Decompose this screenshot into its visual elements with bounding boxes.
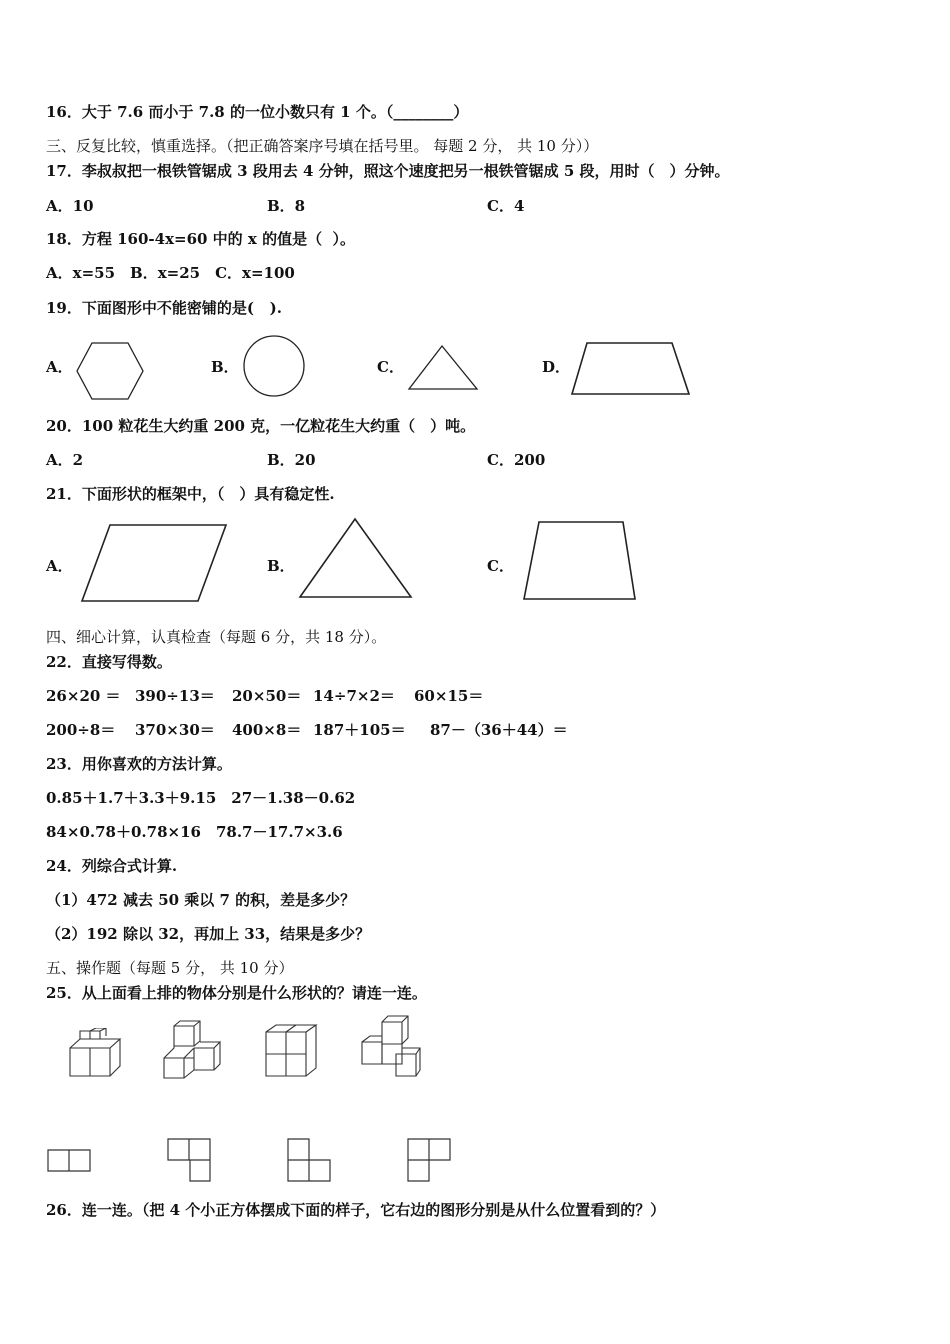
top-view-3 [286,1137,332,1183]
q21-label-b: B． [267,557,295,575]
q19-label-b: B． [211,358,239,376]
q22-r2-c1: 200÷8＝ [46,721,116,739]
q19-label-c: C． [377,358,404,376]
q22-r1-c1: 26×20 ＝ [46,687,121,705]
q22-r1-c5: 60×15＝ [414,687,484,705]
cube-solid-4 [356,1014,426,1080]
q22-r2-c2: 370×30＝ [135,721,215,739]
question-19-stem: 19．下面图形中不能密铺的是( ). [46,299,282,317]
q17-option-a: A．10 [46,197,94,215]
q17-option-c: C．4 [487,197,525,215]
q19-trapezoid [568,338,694,398]
question-22-stem: 22．直接写得数。 [46,653,172,671]
top-view-2 [166,1137,212,1183]
q23-line-2: 84×0.78＋0.78×16 78.7－17.7×3.6 [46,823,343,841]
q21-label-a: A． [46,557,73,575]
q21-label-c: C． [487,557,514,575]
q22-r1-c3: 20×50＝ [232,687,302,705]
q23-line-1: 0.85＋1.7＋3.3＋9.15 27－1.38－0.62 [46,789,356,807]
section-5-heading: 五、操作题（每题 5 分， 共 10 分） [46,959,294,977]
top-view-4 [406,1137,452,1183]
q19-circle [241,333,307,399]
q22-r2-c5: 87－（36＋44）＝ [430,721,568,739]
q19-hexagon [74,340,146,402]
q21-parallelogram [78,520,230,606]
q24-part-2: （2）192 除以 32，再加上 33，结果是多少？ [46,925,371,943]
q19-label-a: A． [46,358,73,376]
q17-option-b: B．8 [267,197,306,215]
q22-r2-c4: 187＋105＝ [313,721,406,739]
q18-options: A．x=55 B．x=25 C．x=100 [46,264,295,282]
question-23-stem: 23．用你喜欢的方法计算。 [46,755,232,773]
section-4-heading: 四、细心计算，认真检查（每题 6 分，共 18 分）。 [46,628,387,646]
question-20-stem: 20．100 粒花生大约重 200 克，一亿粒花生大约重（ ）吨。 [46,417,476,435]
cube-solid-1 [66,1028,126,1080]
question-17-stem: 17．李叔叔把一根铁管锯成 3 段用去 4 分钟，照这个速度把另一根铁管锯成 5 段，用时（ ）分钟。 [46,162,730,180]
q22-r1-c2: 390÷13＝ [135,687,215,705]
cube-solid-2 [160,1020,226,1082]
section-3-heading: 三、反复比较，慎重选择。（把正确答案序号填在括号里。 每题 2 分， 共 10 分）） [46,137,599,155]
top-view-1 [46,1148,92,1174]
question-18-stem: 18．方程 160-4x=60 中的 x 的值是（ ）。 [46,230,356,248]
q21-trapezoid [521,517,639,603]
question-21-stem: 21．下面形状的框架中，（ ）具有稳定性. [46,485,335,503]
question-25-stem: 25．从上面看上排的物体分别是什么形状的？请连一连。 [46,984,427,1002]
q20-option-c: C．200 [487,451,546,469]
question-16: 16．大于 7.6 而小于 7.8 的一位小数只有 1 个。（________） [46,103,469,121]
q20-option-b: B．20 [267,451,316,469]
question-26-stem: 26．连一连。（把 4 个小正方体摆成下面的样子，它右边的图形分别是从什么位置看到的？） [46,1201,666,1219]
cube-solid-3 [262,1022,322,1080]
q19-label-d: D． [542,358,571,376]
q21-triangle [297,515,415,601]
q22-r1-c4: 14÷7×2＝ [313,687,395,705]
q20-option-a: A．2 [46,451,84,469]
question-24-stem: 24．列综合式计算. [46,857,178,875]
q24-part-1: （1）472 减去 50 乘以 7 的积，差是多少？ [46,891,356,909]
q22-r2-c3: 400×8＝ [232,721,302,739]
q19-triangle [406,343,480,393]
